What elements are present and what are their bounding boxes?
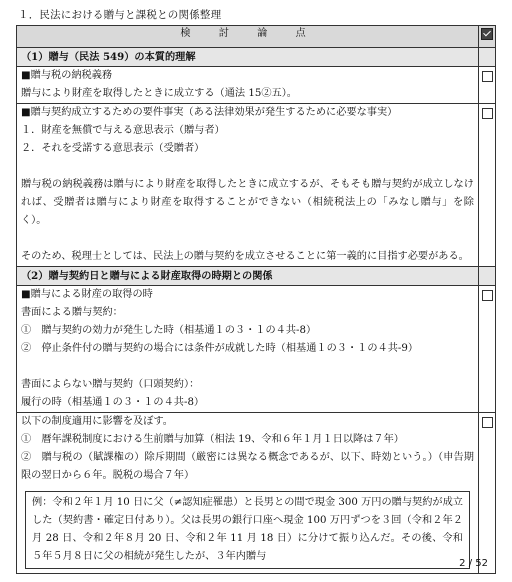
written-contract-item-1: ① 贈与契約の効力が発生した時（相基通１の３・１の４共-8）	[21, 325, 317, 336]
table-row	[17, 104, 496, 267]
header-check-cell	[479, 26, 496, 48]
table-header-row	[17, 26, 496, 48]
row-text: 贈与により財産を取得したときに成立する（通法 15②五）。	[21, 88, 297, 99]
spacer	[21, 158, 474, 176]
table-row	[17, 67, 496, 104]
section-row-2	[17, 267, 496, 286]
row-heading: ■贈与による財産の取得の時	[21, 289, 153, 300]
row-checkbox-cell	[479, 67, 496, 104]
table-row	[17, 413, 496, 574]
checked-checkbox-icon	[481, 28, 493, 40]
requirement-item-2: ２．それを受諾する意思表示（受贈者）	[21, 143, 205, 154]
row-content-gift-tax-obligation	[17, 67, 479, 104]
written-contract-label: 書面による贈与契約：	[21, 307, 123, 318]
section-check-cell-2	[479, 267, 496, 286]
explanation-paragraph-2: そのため、税理士としては、民法上の贈与契約を成立させることに第一義的に目指す必要がある。	[21, 251, 469, 262]
oral-contract-item: 履行の時（相基通１の３・１の４共-8）	[21, 397, 205, 408]
checkbox[interactable]	[482, 71, 493, 82]
example-box: 例：令和２年１月 10 日に父（≠認知症罹患）と長男との間で現金 300 万円の贈与契約が成立した（契約書・確定日付あり）。父は長男の銀行口座へ現金 100 万円ずつを３回（令和２年２月 28 日、令和２年８月 20 日、令和２年 11 月 18 日）に分けて振り込んだ。その後、令和５年５月８日に父の相続が発生したが、３年内贈与	[25, 491, 470, 569]
explanation-paragraph-1: 贈与税の納税義務は贈与により財産を取得したときに成立するが、そもそも贈与契約が成立しなければ、受贈者は贈与により財産を取得することができない（相続税法上の「みなし贈与」を除く）。	[21, 179, 474, 226]
table-row	[17, 286, 496, 413]
row-content-contract-requirements	[17, 104, 479, 267]
page-heading: １．民法における贈与と課税との関係整理	[18, 9, 222, 21]
checkbox[interactable]	[482, 108, 493, 119]
table-header-title: 検 討 論 点	[17, 26, 479, 48]
spacer	[21, 230, 474, 248]
review-table	[16, 25, 496, 574]
checkbox[interactable]	[482, 290, 493, 301]
written-contract-item-2: ② 停止条件付の贈与契約の場合には条件が成就した時（相基通１の３・１の４共-9）	[21, 343, 419, 354]
row-checkbox-cell	[479, 286, 496, 413]
row-heading: ■贈与契約成立するための要件事実（ある法律効果が発生するために必要な事実）	[21, 107, 398, 118]
row-checkbox-cell	[479, 104, 496, 267]
section-check-cell-1	[479, 48, 496, 67]
row-content-acquisition-time	[17, 286, 479, 413]
spacer	[21, 358, 474, 376]
row-content-system-impact	[17, 413, 479, 574]
oral-contract-label: 書面によらない贈与契約（口頭契約）：	[21, 379, 200, 390]
row-checkbox-cell	[479, 413, 496, 574]
checkbox[interactable]	[482, 417, 493, 428]
section-title-2: （2）贈与契約日と贈与による財産取得の時期との関係	[17, 267, 479, 286]
requirement-item-1: １．財産を無償で与える意思表示（贈与者）	[21, 125, 225, 136]
page-number: 2 / 52	[459, 558, 488, 569]
impact-intro: 以下の制度適用に影響を及ぼす。	[21, 416, 173, 427]
row-heading: ■贈与税の納税義務	[21, 70, 113, 81]
impact-item-2: ② 贈与税の（賦課権の）除斥期間（厳密には異なる概念であるが、以下、時効という。）（申告期限の翌日から６年。脱税の場合７年）	[21, 452, 474, 481]
section-title-1: （1）贈与（民法 549）の本質的理解	[17, 48, 479, 67]
impact-item-1: ① 暦年課税制度における生前贈与加算（相法 19、令和６年１月１日以降は７年）	[21, 434, 404, 445]
section-row-1	[17, 48, 496, 67]
